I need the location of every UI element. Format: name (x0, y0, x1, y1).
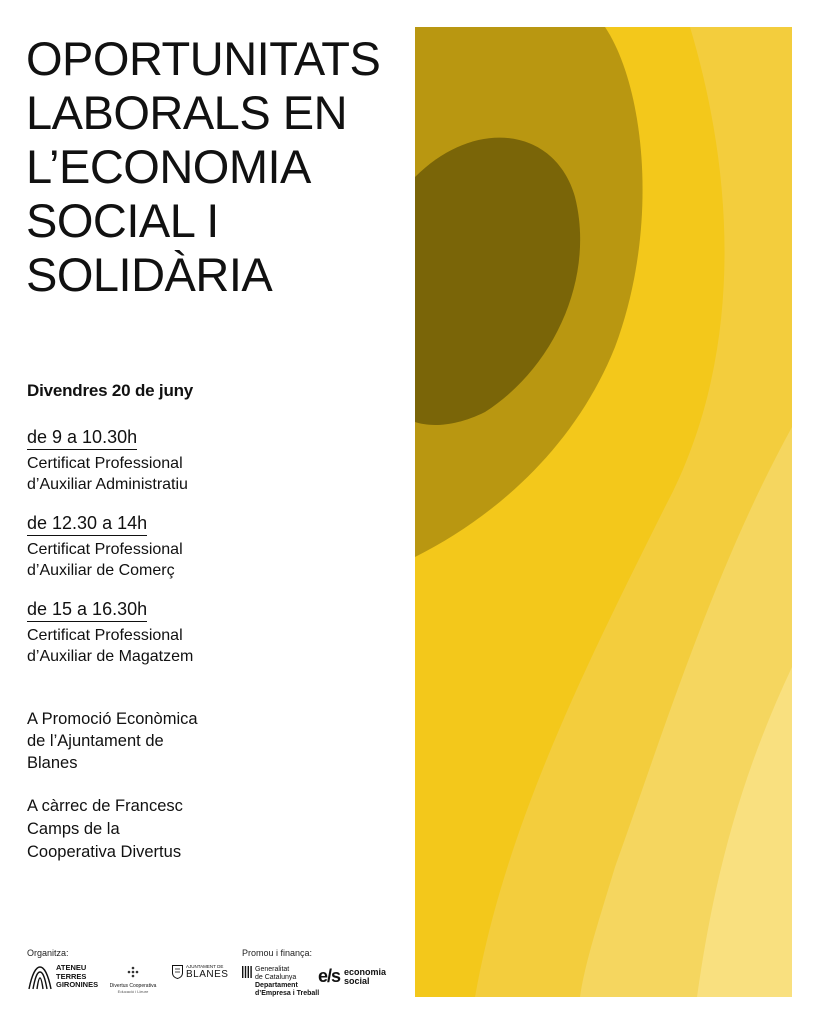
session-2 (27, 512, 397, 581)
session-desc-line: Certificat Professional (27, 541, 183, 558)
divertus-name: Divertus Cooperativa (109, 983, 157, 989)
ateneu-logo (27, 964, 98, 990)
session-desc-line: d’Auxiliar de Magatzem (27, 648, 194, 665)
session-time: de 9 a 10.30h (27, 426, 137, 450)
divertus-sub: Educació i Lleure (117, 989, 149, 994)
session-description (27, 453, 397, 495)
title-line: SOLIDÀRIA (26, 248, 273, 301)
session-1 (27, 426, 397, 495)
ajuntament-blanes-logo (172, 964, 228, 980)
session-3 (27, 598, 397, 667)
generalitat-logo (242, 966, 319, 998)
speaker-line: Camps de la (27, 820, 120, 838)
es-mark: e/s (318, 966, 341, 986)
speaker-text (27, 795, 397, 864)
topographic-artwork (415, 27, 792, 997)
title-line: L’ECONOMIA (26, 140, 311, 193)
senyera-icon (242, 966, 252, 978)
ajuntament-name: BLANES (186, 969, 229, 980)
departament-line: d’Empresa i Treball (255, 990, 320, 997)
venue-line: A Promoció Econòmica (27, 710, 198, 728)
title-line: LABORALS EN (26, 86, 348, 139)
es-line: economia (344, 966, 387, 977)
departament-line: Departament (255, 982, 298, 989)
ajuntament-small: AJUNTAMENT DE (186, 964, 224, 969)
generalitat-line: de Catalunya (255, 974, 297, 981)
organitza-label: Organitza: (27, 948, 69, 958)
divertus-logo (108, 965, 158, 994)
title-line: OPORTUNITATS (26, 32, 381, 85)
title-line: SOCIAL I (26, 194, 219, 247)
poster-title (26, 32, 406, 302)
ateneu-arches-icon (27, 964, 53, 990)
session-description (27, 539, 397, 581)
ateneu-line: TERRES (56, 971, 87, 981)
ateneu-line: ATENEU (56, 963, 87, 973)
ateneu-line: GIRONINES (56, 980, 99, 990)
session-desc-line: d’Auxiliar de Comerç (27, 562, 175, 579)
session-desc-line: Certificat Professional (27, 455, 183, 472)
session-time: de 15 a 16.30h (27, 598, 147, 622)
divertus-mark-icon (125, 966, 141, 978)
session-time: de 12.30 a 14h (27, 512, 147, 536)
session-description (27, 625, 397, 667)
promou-label: Promou i finança: (242, 948, 313, 958)
speaker-line: Cooperativa Divertus (27, 843, 182, 861)
shield-icon (172, 965, 183, 979)
venue-line: de l’Ajuntament de (27, 732, 164, 750)
session-desc-line: Certificat Professional (27, 627, 183, 644)
es-line: social (344, 975, 370, 986)
economia-social-logo (318, 966, 386, 987)
speaker-line: A càrrec de Francesc (27, 797, 183, 815)
generalitat-line: Generalitat (255, 966, 290, 973)
venue-line: Blanes (27, 754, 78, 772)
event-date: Divendres 20 de juny (27, 381, 194, 400)
venue-text (27, 708, 397, 774)
session-desc-line: d’Auxiliar Administratiu (27, 476, 188, 493)
